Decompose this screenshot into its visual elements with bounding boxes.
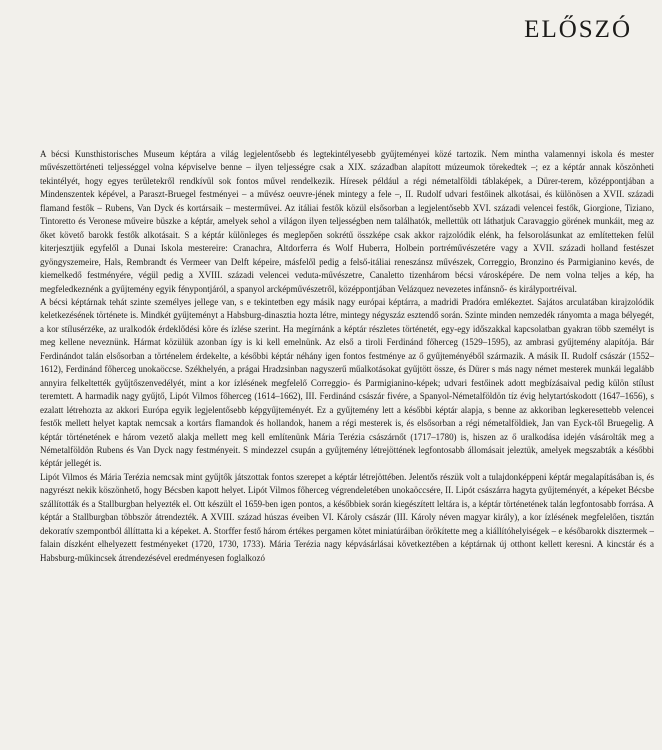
paragraph-2: A bécsi képtárnak tehát szinte személyes jellege van, s e tekintetben egy másik nagy európai képtárra, a madridi Pradóra emlékeztet. Sajátos arculatában kirajzolódik keletkezésének története is. Mindkét gyűjteményt a Habsburg-dinasztia hozta létre, mintegy négyszáz esztendő során. Szinte minden nemzedék rányomta a maga bélyegét, a kor stílusérzéke, az uralkodók érdeklődési köre és ízlése szerint. Ha megírnánk a képtár részletes történetét, egy-egy időszakkal kapcsolatban gyakran több személyt is meg kellene neveznünk. Hármat közülük azonban így is ki kell emelnünk. Az első a tiroli Ferdinánd főherceg (1529–1595), az ambrasi gyűjtemény alapítója. Bár Ferdinándot talán elsősorban a történelem érdekelte, a későbbi képtár néhány igen fontos festménye az ő gyűjteményéből származik. A másik II. Rudolf császár (1552–1612), Ferdinánd főherceg unokaöccse. Székhelyén, a prágai Hradzsinban nagyszerű műalkotásokat gyűjtött össze, és Dürer s más nagy német mesterek munkái legalább annyira felkeltették gyűjtőszenvedélyét, mint a kor ízlésének megfelelő Correggio- és Parmigianino-képek; udvari festőinek adott megbízásaival pedig külön stílust teremtett. A harmadik nagy gyűjtő, Lipót Vilmos főherceg (1614–1662), III. Ferdinánd császár fivére, a Spanyol-Németalföldön tíz évig helytartóskodott (1647–1656), s ezalatt létrehozta az akkori Európa egyik legjelentősebb képgyűjteményét. Ez a gyűjtemény lett a későbbi képtár alapja, s benne az akkoriban legkeresettebb velencei festők mellett helyet kaptak nemcsak a kortárs flamandok és hollandok, hanem a régi mesterek is, és elsősorban a régi németalföldiek, Jan van Eyck-től Bruegelig. A képtár történetének e három vezető alakja mellett meg kell említenünk Mária Terézia császárnőt (1717–1780) is, hiszen az ő uralkodása idején vásárolták meg a Németalföldön Rubens és Van Dyck nagy festményeit. S mindezzel csupán a gyűjtemény létrejöttének legfontosabb állomásait jeleztük, amelyek megszabták a későbbi képtár jellegét is. (40, 296, 654, 469)
body-text (40, 148, 654, 565)
paragraph-3: Lipót Vilmos és Mária Terézia nemcsak mint gyűjtők játszottak fontos szerepet a képtár létrejöttében. Jelentős részük volt a tulajdonképpeni képtár megalapításában is, és nagyrészt nekik köszönhető, hogy Bécsben kapott helyet. Lipót Vilmos főherceg végrendeletében unokaöccsére, II. Lipót császárra hagyta gyűjteményét, a képeket Bécsbe szállították és a Stallburgban helyezték el. Ott készült el 1659-ben igen pontos, a későbbiek során kiegészített leltára is, a képtár történetének talán legfontosabb forrása. A képtár a Stallburgban többször átrendezték. A XVIII. század húszas éveiben VI. Károly császár (III. Károly néven magyar király), a kor ízlésének megfelelően, tisztán dekoratív szempontból állíttatta ki a képeket. A. Storffer festő három értékes pergamen kötet miniatúráiban örökítette meg a kiállítóhelyiségek – e későbarokk disztermek – falain díszként elhelyezett festményeket (1720, 1730, 1733). Mária Terézia nagy képvásárlásai következtében a képtárnak új otthont kellett keresni. A kincstár és a Habsburg-műkincsek átrendezésével eredményesen foglalkozó (40, 471, 654, 563)
paragraph-1: A bécsi Kunsthistorisches Museum képtára a világ legjelentősebb és legtekintélyesebb gyűjteményei közé tartozik. Nem mintha valamennyi iskola és mester művészettörténeti teljességgel volna képviselve benne – ilyen teljességre csak a XIX. században alapított múzeumok törekedtek –; ez a képtár annak köszönheti tekintélyét, hogy egyes területekről rendkívül sok fontos művel rendelkezik. Híresek például a régi németalföldi táblaképek, a Dürer-terem, középpontjában a Mindenszentek képével, a Paraszt-Bruegel festményei – a művész oeuvre-jének mintegy a fele –, II. Rudolf udvari festőinek alkotásai, és különösen a XVII. századi flamand festők – Rubens, Van Dyck és kortársaik – mesterművei. Az itáliai festők közül elsősorban a legjelentősebb XVI. századi velencei festők, Giorgione, Tiziano, Tintoretto és Veronese műveire büszke a képtár, amelyek sehol a világon ilyen teljességben nem találhatók, mellettük ott láthatjuk Caravaggio görének munkáit, meg az őket követő barokk festők alkotásait. S a képtár különleges és meglepően sokrétű összképe csak akkor rajzolódik elénk, ha felsorolásunkat az említetteken felül kiterjesztjük egyfelől a Dunai Iskola mestereire: Cranachra, Altdorferra és Wolf Huberra, Holbein portréművészetére vagy a XVII. századi holland festészet gyöngyszemeire, Hals, Rembrandt és Vermeer van Delft képeire, másfelől pedig a felső-itáliai reneszánsz művészek, Correggio, Bronzino és Parmigianino kevés, de kiemelkedő festményére, végül pedig a XVIII. századi velencei veduta-művészetre, Canaletto tizenhárom bécsi városképére. De nem volna teljes a kép, ha megfeledkeznénk a gyűjtemény egyik fénypontjáról, a spanyol arcképművészetről, középpontjában Velázquez nevezetes infánsnő- és királyportréival. (40, 149, 654, 294)
page-title: ELŐSZÓ (524, 16, 632, 43)
